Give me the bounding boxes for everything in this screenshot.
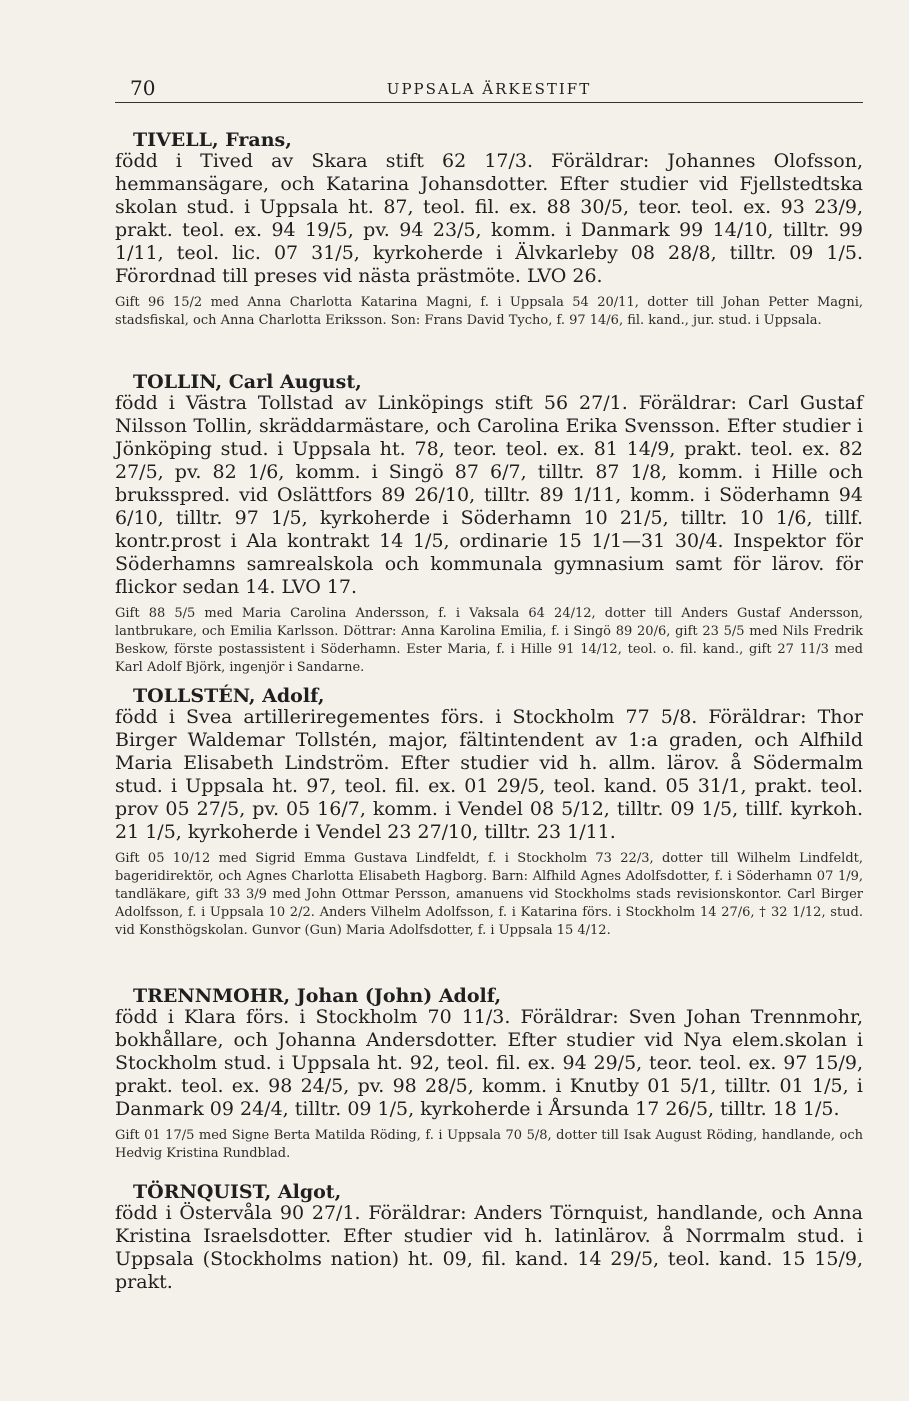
entry-surname: TÖRNQUIST, [133, 1181, 272, 1203]
entry-biography: född i Svea artilleriregementes förs. i Stockholm 77 5/8. Föräldrar: Thor Birger Waldemar Tollstén, major, fältintendent av 1:a graden, och Alfhild Maria Elisabeth Lindström. Efter studier vid h. allm. lärov. å Södermalm stud. i Uppsala ht. 97, teol. fil. ex. 01 29/5, teol. kand. 05 31/1, prakt. teol. prov 05 27/5, pv. 05 16/7, komm. i Vendel 08 5/12, tilltr. 09 1/5, tillf. kyrkoh. 21 1/5, kyrkoherde i Vendel 23 27/10, tilltr. 23 1/11. [115, 706, 863, 843]
entry-family: Gift 01 17/5 med Signe Berta Matilda Röding, f. i Uppsala 70 5/8, dotter till Isak August Röding, handlande, och Hedvig Kristina Rundblad. [115, 1128, 863, 1161]
entry-given-name: Frans, [225, 129, 292, 151]
entry-given-name: Algot, [277, 1181, 342, 1203]
entry-surname: TOLLIN, [133, 371, 223, 393]
entry-surname: TRENNMOHR, [133, 985, 291, 1007]
entry-family: Gift 05 10/12 med Sigrid Emma Gustava Lindfeldt, f. i Stockholm 73 22/3, dotter till Wilhelm Lindfeldt, bageridirektör, och Agnes Charlotta Elisabeth Hagborg. Barn: Alfhild Agnes Adolfsdotter, f. i Söderhamn 07 1/9, tandläkare, gift 33 3/9 med John Ottmar Persson, amanuens vid Stockholms stads revisionskontor. Carl Birger Adolfsson, f. i Uppsala 10 2/2. Anders Vilhelm Adolfsson, f. i Katarina förs. i Stockholm 14 27/6, † 32 1/12, stud. vid Konsthögskolan. Gunvor (Gun) Maria Adolfsdotter, f. i Uppsala 15 4/12. [115, 851, 863, 938]
entry-biography: född i Östervåla 90 27/1. Föräldrar: Anders Törnquist, handlande, och Anna Kristina Israelsdotter. Efter studier vid h. latinlärov. å Norrmalm stud. i Uppsala (Stockholms nation) ht. 09, fil. kand. 14 29/5, teol. kand. 15 15/9, prakt. [115, 1202, 863, 1293]
entry-biography: född i Västra Tollstad av Linköpings stift 56 27/1. Föräldrar: Carl Gustaf Nilsson Tollin, skräddarmästare, och Carolina Erika Svensson. Efter studier i Jönköping stud. i Uppsala ht. 78, teor. teol. ex. 81 14/9, prakt. teol. ex. 82 27/5, pv. 82 1/6, komm. i Singö 87 6/7, tilltr. 87 1/8, komm. i Hille och bruksspred. vid Oslättfors 89 26/10, tilltr. 89 1/11, komm. i Söderhamn 94 6/10, tilltr. 97 1/5, kyrkoherde i Söderhamn 10 21/5, tilltr. 10 1/6, tillf. kontr.prost i Ala kontrakt 14 1/5, ordinarie 15 1/1—31 30/4. Inspektor för Söderhamns samrealskola och kommunala gymnasium samt för lärov. för flickor sedan 14. LVO 17. [115, 392, 863, 598]
entry-family: Gift 96 15/2 med Anna Charlotta Katarina Magni, f. i Uppsala 54 20/11, dotter till Johan Petter Magni, stadsfiskal, och Anna Charlotta Eriksson. Son: Frans David Tycho, f. 97 14/6, fil. kand., jur. stud. i Uppsala. [115, 295, 863, 328]
running-head: UPPSALA ÄRKESTIFT [386, 80, 592, 98]
entry-name [133, 686, 863, 706]
entry-given-name: Carl August, [228, 371, 362, 393]
entry-tollsten [115, 686, 863, 940]
entry-tornquist [115, 1182, 863, 1294]
entry-name [133, 130, 863, 150]
entry-name [133, 372, 863, 392]
entry-tivell [115, 130, 863, 330]
entry-surname: TOLLSTÉN, [133, 685, 256, 707]
entry-surname: TIVELL, [133, 129, 219, 151]
entry-name [133, 986, 863, 1006]
page-header [115, 72, 863, 103]
entry-biography: född i Tived av Skara stift 62 17/3. Föräldrar: Johannes Olofsson, hemmansägare, och Katarina Johansdotter. Efter studier vid Fjellstedtska skolan stud. i Uppsala ht. 87, teol. fil. ex. 88 30/5, teor. teol. ex. 93 23/9, prakt. teol. ex. 94 19/5, pv. 94 23/5, komm. i Danmark 99 14/10, tilltr. 99 1/11, teol. lic. 07 31/5, kyrkoherde i Älvkarleby 08 28/8, tilltr. 09 1/5. Förordnad till preses vid nästa prästmöte. LVO 26. [115, 150, 863, 287]
entry-given-name: Adolf, [262, 685, 325, 707]
entry-family: Gift 88 5/5 med Maria Carolina Andersson, f. i Vaksala 64 24/12, dotter till Anders Gustaf Andersson, lantbrukare, och Emilia Karlsson. Döttrar: Anna Karolina Emilia, f. i Singö 89 20/6, gift 23 5/5 med Nils Fredrik Beskow, förste postassistent i Söderhamn. Ester Maria, f. i Hille 91 14/12, teol. o. fil. kand., gift 27 11/3 med Karl Adolf Björk, ingenjör i Sandarne. [115, 606, 863, 675]
entry-name [133, 1182, 863, 1202]
entry-trennmohr [115, 986, 863, 1163]
entry-tollin [115, 372, 863, 677]
entry-biography: född i Klara förs. i Stockholm 70 11/3. Föräldrar: Sven Johan Trennmohr, bokhållare, och Johanna Andersdotter. Efter studier vid Nya elem.skolan i Stockholm stud. i Uppsala ht. 92, teol. fil. ex. 94 29/5, teor. teol. ex. 97 15/9, prakt. teol. ex. 98 24/5, pv. 98 28/5, komm. i Knutby 01 5/1, tilltr. 01 1/5, i Danmark 09 24/4, tilltr. 09 1/5, kyrkoherde i Årsunda 17 26/5, tilltr. 18 1/5. [115, 1006, 863, 1120]
entry-given-name: Johan (John) Adolf, [296, 985, 502, 1007]
page-number: 70 [130, 76, 156, 100]
